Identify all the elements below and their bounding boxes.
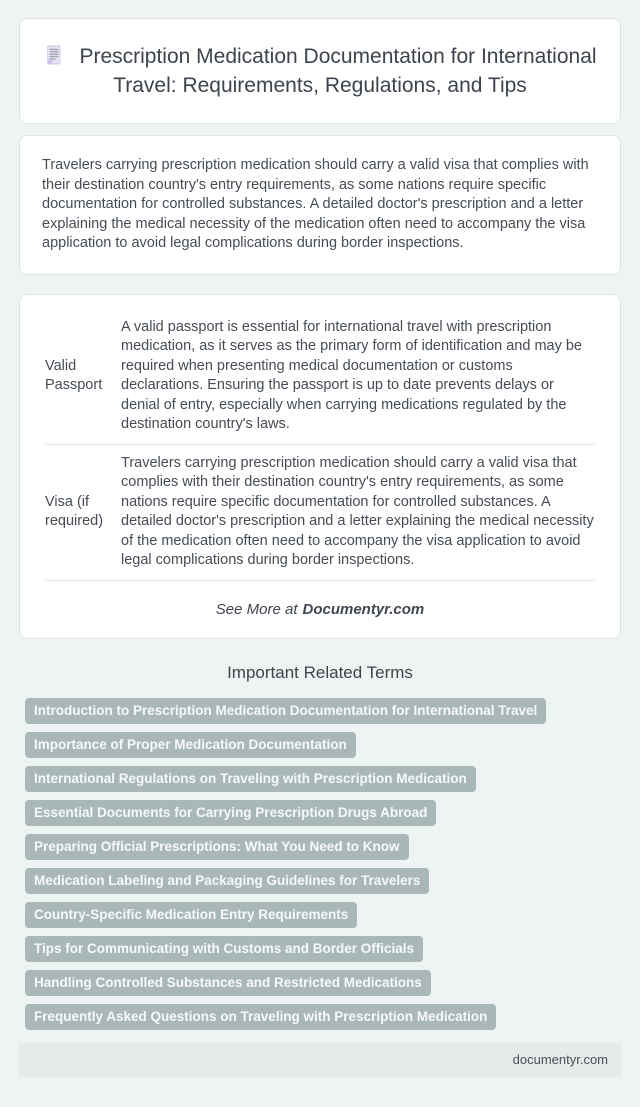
title-card (19, 18, 621, 124)
related-term-tag[interactable]: Essential Documents for Carrying Prescription Drugs Abroad (25, 800, 436, 826)
requirements-table (45, 309, 595, 581)
term-cell: Valid Passport (45, 309, 113, 445)
receipt-icon (43, 44, 65, 66)
description-cell: A valid passport is essential for international travel with prescription medication, as it serves as the primary form of identification and may be required when presenting medical documentation or customs declarations. Ensuring the passport is up to date prevents delays or denial of entry, especially when carrying medications regulated by the destination country's laws. (113, 309, 595, 445)
see-more-line (45, 601, 595, 618)
brand-name: Documentyr.com (302, 600, 425, 618)
page-title (40, 42, 600, 100)
related-term-tag[interactable]: Frequently Asked Questions on Traveling with Prescription Medication (25, 1004, 496, 1030)
footer-bar (19, 1043, 621, 1077)
requirements-card (19, 294, 621, 639)
related-term-tag[interactable]: Country-Specific Medication Entry Requirements (25, 902, 357, 928)
page-title-text: Prescription Medication Documentation for International Travel: Requirements, Regulations, and Tips (79, 45, 597, 97)
related-term-tag[interactable]: Medication Labeling and Packaging Guidelines for Travelers (25, 868, 429, 894)
description-cell: Travelers carrying prescription medication should carry a valid visa that complies with their destination country's entry requirements, as some nations require specific documentation for controlled substances. A detailed doctor's prescription and a letter explaining the medical necessity of the medication often need to accompany the visa application to avoid legal complications during border inspections. (113, 444, 595, 580)
related-term-tag[interactable]: Handling Controlled Substances and Restricted Medications (25, 970, 431, 996)
intro-card (19, 135, 621, 275)
table-row (45, 444, 595, 580)
intro-paragraph: Travelers carrying prescription medication should carry a valid visa that complies with their destination country's entry requirements, as some nations require specific documentation for controlled substances. A detailed doctor's prescription and a letter explaining the medical necessity of the medication often need to accompany the visa application to avoid legal complications during border inspections. (42, 157, 589, 251)
related-term-tag[interactable]: Preparing Official Prescriptions: What You Need to Know (25, 834, 409, 860)
related-term-tag[interactable]: Tips for Communicating with Customs and Border Officials (25, 936, 423, 962)
footer-domain: documentyr.com (512, 1052, 608, 1067)
related-terms-heading: Important Related Terms (227, 662, 413, 682)
see-more-text: See More at (215, 600, 298, 618)
related-term-tag[interactable]: International Regulations on Traveling with Prescription Medication (25, 766, 476, 792)
table-row (45, 309, 595, 445)
related-term-tag[interactable]: Importance of Proper Medication Documentation (25, 732, 356, 758)
term-cell: Visa (if required) (45, 444, 113, 580)
related-terms-list (19, 698, 621, 1030)
related-term-tag[interactable]: Introduction to Prescription Medication Documentation for International Travel (25, 698, 546, 724)
